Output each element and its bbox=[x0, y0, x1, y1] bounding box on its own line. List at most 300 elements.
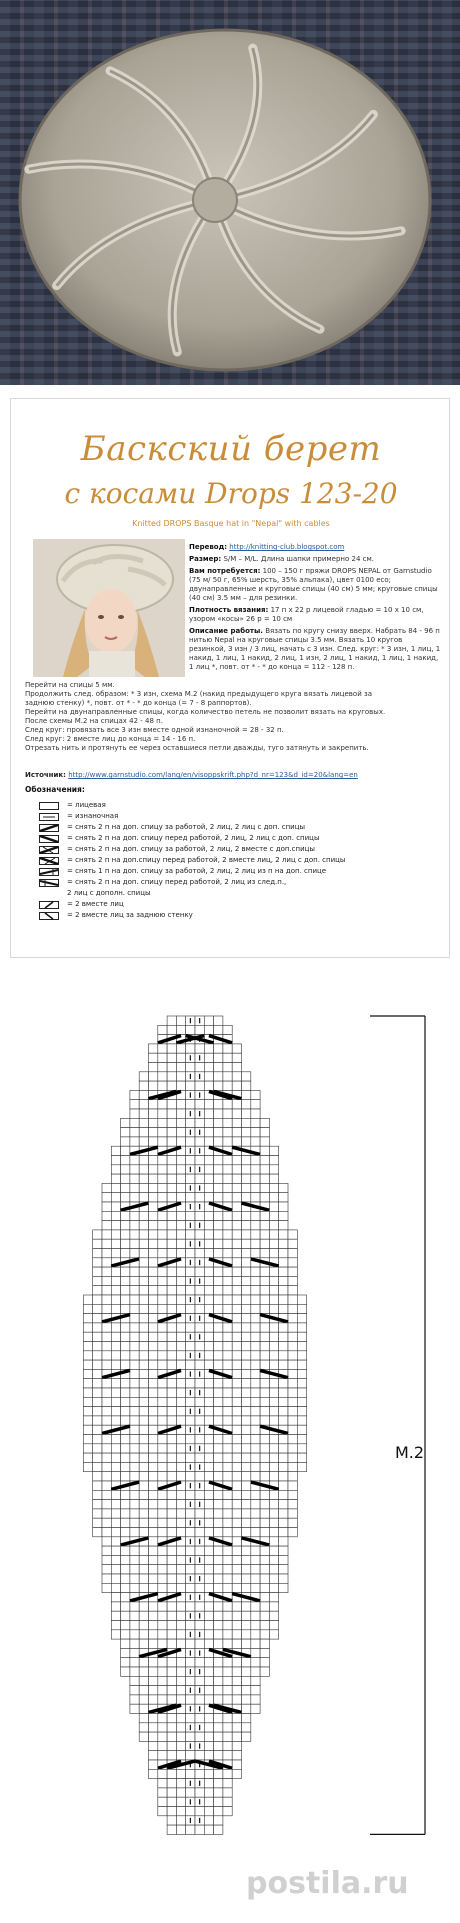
chart-cell bbox=[288, 1239, 297, 1248]
chart-cell bbox=[242, 1490, 251, 1499]
chart-cell bbox=[158, 1332, 167, 1341]
chart-cell bbox=[111, 1323, 120, 1332]
chart-cell bbox=[204, 1528, 213, 1537]
chart-cell bbox=[279, 1397, 288, 1406]
chart-cell bbox=[269, 1611, 278, 1620]
chart-cell bbox=[204, 1165, 213, 1174]
chart-cell bbox=[232, 1537, 241, 1546]
chart-cell bbox=[139, 1639, 148, 1648]
chart-cell bbox=[83, 1462, 92, 1471]
chart-cell bbox=[158, 1249, 167, 1258]
chart-cell bbox=[139, 1528, 148, 1537]
chart-cell bbox=[214, 1193, 223, 1202]
chart-cell bbox=[260, 1379, 269, 1388]
chart-cell bbox=[195, 1732, 204, 1741]
chart-cell bbox=[195, 1118, 204, 1127]
chart-cell bbox=[121, 1146, 130, 1155]
chart-cell bbox=[111, 1202, 120, 1211]
chart-cell bbox=[102, 1565, 111, 1574]
chart-cell bbox=[149, 1072, 158, 1081]
chart-cell bbox=[176, 1388, 185, 1397]
chart-cell bbox=[93, 1425, 102, 1434]
chart-cell bbox=[204, 1723, 213, 1732]
chart-cell bbox=[279, 1276, 288, 1285]
chart-cell bbox=[111, 1528, 120, 1537]
chart-cell bbox=[232, 1695, 241, 1704]
chart-cell bbox=[242, 1658, 251, 1667]
chart-cell bbox=[167, 1249, 176, 1258]
chart-cell bbox=[223, 1211, 232, 1220]
chart-cell bbox=[130, 1676, 139, 1685]
chart-cell bbox=[260, 1602, 269, 1611]
chart-cell bbox=[121, 1249, 130, 1258]
chart-cell bbox=[195, 1137, 204, 1146]
chart-cell bbox=[139, 1388, 148, 1397]
cable-one-back-icon bbox=[39, 868, 59, 876]
chart-cell bbox=[279, 1555, 288, 1564]
chart-cell bbox=[204, 1444, 213, 1453]
chart-cell bbox=[223, 1490, 232, 1499]
chart-cell bbox=[149, 1202, 158, 1211]
chart-cell bbox=[176, 1081, 185, 1090]
chart-cell bbox=[93, 1490, 102, 1499]
chart-cell bbox=[167, 1174, 176, 1183]
size-label: Размер: bbox=[189, 555, 222, 563]
chart-cell bbox=[149, 1537, 158, 1546]
legend-label: = лицевая bbox=[67, 801, 106, 809]
chart-cell bbox=[223, 1695, 232, 1704]
chart-cell bbox=[176, 1741, 185, 1750]
chart-cell bbox=[102, 1435, 111, 1444]
chart-cell bbox=[242, 1565, 251, 1574]
chart-cell bbox=[232, 1137, 241, 1146]
chart-cell bbox=[186, 1044, 195, 1053]
chart-cell bbox=[176, 1174, 185, 1183]
chart-cell bbox=[149, 1453, 158, 1462]
chart-cell bbox=[139, 1444, 148, 1453]
chart-cell bbox=[214, 1797, 223, 1806]
chart-cell bbox=[251, 1174, 260, 1183]
chart-cell bbox=[121, 1546, 130, 1555]
chart-cell bbox=[195, 1230, 204, 1239]
chart-cell bbox=[223, 1239, 232, 1248]
chart-cell bbox=[93, 1286, 102, 1295]
chart-cell bbox=[149, 1528, 158, 1537]
chart-cell bbox=[167, 1053, 176, 1062]
chart-cell bbox=[279, 1342, 288, 1351]
chart-cell bbox=[176, 1723, 185, 1732]
legend-label: = снять 2 п на доп. спицу за работой, 2 лиц, 2 вместе с доп.спицы bbox=[67, 845, 315, 853]
chart-cell bbox=[223, 1528, 232, 1537]
chart-cell bbox=[242, 1472, 251, 1481]
chart-cell bbox=[130, 1286, 139, 1295]
chart-cell bbox=[130, 1323, 139, 1332]
chart-cell bbox=[121, 1630, 130, 1639]
chart-cell bbox=[167, 1788, 176, 1797]
chart-cell bbox=[204, 1714, 213, 1723]
chart-cell bbox=[176, 1351, 185, 1360]
chart-cell bbox=[223, 1351, 232, 1360]
chart-cell bbox=[269, 1165, 278, 1174]
chart-cell bbox=[223, 1574, 232, 1583]
chart-cell bbox=[232, 1555, 241, 1564]
chart-cell bbox=[279, 1407, 288, 1416]
chart-cell bbox=[121, 1165, 130, 1174]
chart-cell bbox=[223, 1546, 232, 1555]
chart-cell bbox=[167, 1100, 176, 1109]
chart-cell bbox=[186, 1100, 195, 1109]
chart-cell bbox=[214, 1128, 223, 1137]
chart-cell bbox=[297, 1304, 306, 1313]
chart-cell bbox=[93, 1360, 102, 1369]
chart-cell bbox=[223, 1053, 232, 1062]
chart-cell bbox=[279, 1518, 288, 1527]
cable-inc-icon bbox=[39, 879, 59, 887]
chart-cell bbox=[242, 1732, 251, 1741]
chart-cell bbox=[232, 1118, 241, 1127]
chart-cell bbox=[176, 1788, 185, 1797]
translation-link[interactable]: http://knitting-club.blogspot.com bbox=[229, 543, 345, 551]
chart-cell bbox=[223, 1183, 232, 1192]
chart-cell bbox=[242, 1518, 251, 1527]
chart-cell bbox=[297, 1407, 306, 1416]
chart-cell bbox=[260, 1118, 269, 1127]
chart-cell bbox=[214, 1528, 223, 1537]
chart-cell bbox=[242, 1304, 251, 1313]
chart-cell bbox=[93, 1435, 102, 1444]
chart-cell bbox=[214, 1100, 223, 1109]
model-photo bbox=[33, 539, 185, 677]
chart-cell bbox=[260, 1342, 269, 1351]
chart-cell bbox=[111, 1546, 120, 1555]
chart-cell bbox=[223, 1109, 232, 1118]
chart-cell bbox=[214, 1472, 223, 1481]
chart-cell bbox=[195, 1472, 204, 1481]
chart-cell bbox=[214, 1714, 223, 1723]
chart-cell bbox=[149, 1416, 158, 1425]
chart-cell bbox=[111, 1621, 120, 1630]
chart-cell bbox=[158, 1165, 167, 1174]
chart-cell bbox=[130, 1704, 139, 1713]
chart-cell bbox=[139, 1407, 148, 1416]
chart-cell bbox=[130, 1137, 139, 1146]
chart-cell bbox=[223, 1286, 232, 1295]
chart-cell bbox=[176, 1063, 185, 1072]
chart-cell bbox=[158, 1583, 167, 1592]
chart-cell bbox=[167, 1732, 176, 1741]
chart-cell bbox=[232, 1639, 241, 1648]
legend bbox=[39, 801, 439, 922]
chart-cell bbox=[260, 1472, 269, 1481]
chart-cell bbox=[204, 1453, 213, 1462]
chart-cell bbox=[214, 1267, 223, 1276]
chart-cell bbox=[111, 1397, 120, 1406]
chart-cell bbox=[195, 1267, 204, 1276]
chart-cell bbox=[102, 1276, 111, 1285]
chart-cell bbox=[158, 1156, 167, 1165]
chart-cell bbox=[121, 1435, 130, 1444]
chart-cell bbox=[260, 1565, 269, 1574]
chart-cell bbox=[223, 1165, 232, 1174]
chart-cell bbox=[111, 1221, 120, 1230]
chart-cell bbox=[223, 1518, 232, 1527]
chart-cell bbox=[232, 1342, 241, 1351]
chart-cell bbox=[260, 1611, 269, 1620]
chart-cell bbox=[176, 1295, 185, 1304]
chart-cell bbox=[214, 1639, 223, 1648]
chart-cell bbox=[269, 1435, 278, 1444]
chart-cell bbox=[102, 1518, 111, 1527]
chart-cell bbox=[149, 1518, 158, 1527]
chart-cell bbox=[288, 1276, 297, 1285]
chart-cell bbox=[260, 1276, 269, 1285]
chart-cell bbox=[167, 1407, 176, 1416]
translation-label: Перевод: bbox=[189, 543, 228, 551]
chart-cell bbox=[279, 1528, 288, 1537]
chart-cell bbox=[167, 1063, 176, 1072]
chart-cell bbox=[111, 1490, 120, 1499]
chart-cell bbox=[176, 1751, 185, 1760]
chart-cell bbox=[195, 1621, 204, 1630]
chart-cell bbox=[111, 1379, 120, 1388]
chart-cell bbox=[158, 1741, 167, 1750]
chart-cell bbox=[214, 1686, 223, 1695]
chart-cell bbox=[130, 1118, 139, 1127]
chart-cell bbox=[93, 1379, 102, 1388]
chart-cell bbox=[186, 1081, 195, 1090]
chart-cell bbox=[232, 1044, 241, 1053]
chart-cell bbox=[195, 1211, 204, 1220]
chart-cell bbox=[102, 1379, 111, 1388]
source-label: Источник: bbox=[25, 771, 66, 779]
chart-cell bbox=[251, 1648, 260, 1657]
chart-cell bbox=[279, 1267, 288, 1276]
chart-cell bbox=[130, 1565, 139, 1574]
chart-cell bbox=[223, 1063, 232, 1072]
chart-cell bbox=[279, 1565, 288, 1574]
chart-cell bbox=[167, 1435, 176, 1444]
chart-cell bbox=[83, 1416, 92, 1425]
chart-cell bbox=[102, 1500, 111, 1509]
chart-cell bbox=[93, 1453, 102, 1462]
chart-cell bbox=[297, 1425, 306, 1434]
chart-cell bbox=[139, 1118, 148, 1127]
chart-cell bbox=[130, 1128, 139, 1137]
chart-cell bbox=[158, 1453, 167, 1462]
chart-cell bbox=[204, 1779, 213, 1788]
chart-cell bbox=[167, 1639, 176, 1648]
chart-cell bbox=[176, 1025, 185, 1034]
chart-cell bbox=[232, 1379, 241, 1388]
chart-cell bbox=[158, 1174, 167, 1183]
chart-cell bbox=[260, 1444, 269, 1453]
chart-cell bbox=[149, 1249, 158, 1258]
chart-cell bbox=[158, 1304, 167, 1313]
chart-cell bbox=[232, 1109, 241, 1118]
chart-cell bbox=[121, 1528, 130, 1537]
chart-cell bbox=[204, 1555, 213, 1564]
chart-cell bbox=[297, 1360, 306, 1369]
chart-cell bbox=[139, 1500, 148, 1509]
chart-cell bbox=[83, 1435, 92, 1444]
chart-cell bbox=[149, 1323, 158, 1332]
chart-cell bbox=[149, 1407, 158, 1416]
chart-cell bbox=[139, 1100, 148, 1109]
chart-cell bbox=[297, 1388, 306, 1397]
chart-cell bbox=[288, 1379, 297, 1388]
chart-cell bbox=[232, 1500, 241, 1509]
chart-cell bbox=[167, 1714, 176, 1723]
chart-cell bbox=[158, 1779, 167, 1788]
chart-cell bbox=[149, 1723, 158, 1732]
chart-cell bbox=[176, 1304, 185, 1313]
chart-cell bbox=[149, 1574, 158, 1583]
chart-cell bbox=[167, 1490, 176, 1499]
chart-cell bbox=[167, 1016, 176, 1025]
chart-cell bbox=[297, 1369, 306, 1378]
chart-cell bbox=[186, 1602, 195, 1611]
chart-cell bbox=[223, 1044, 232, 1053]
legend-item bbox=[39, 812, 439, 823]
chart-cell bbox=[195, 1063, 204, 1072]
chart-cell bbox=[242, 1090, 251, 1099]
chart-cell bbox=[251, 1574, 260, 1583]
chart-cell bbox=[121, 1128, 130, 1137]
chart-cell bbox=[176, 1509, 185, 1518]
chart-cell bbox=[149, 1481, 158, 1490]
chart-cell bbox=[251, 1183, 260, 1192]
chart-cell bbox=[242, 1425, 251, 1434]
chart-cell bbox=[158, 1295, 167, 1304]
chart-cell bbox=[269, 1472, 278, 1481]
chart-cell bbox=[195, 1509, 204, 1518]
chart-cell bbox=[214, 1230, 223, 1239]
chart-cell bbox=[242, 1546, 251, 1555]
chart-cell bbox=[139, 1546, 148, 1555]
chart-cell bbox=[214, 1174, 223, 1183]
chart-cell bbox=[251, 1397, 260, 1406]
chart-cell bbox=[149, 1258, 158, 1267]
chart-cell bbox=[167, 1453, 176, 1462]
chart-cell bbox=[158, 1063, 167, 1072]
chart-cell bbox=[167, 1295, 176, 1304]
chart-cell bbox=[242, 1193, 251, 1202]
chart-cell bbox=[139, 1258, 148, 1267]
chart-cell bbox=[149, 1555, 158, 1564]
chart-cell bbox=[204, 1072, 213, 1081]
chart-cell bbox=[176, 1769, 185, 1778]
chart-cell bbox=[242, 1314, 251, 1323]
chart-cell bbox=[214, 1249, 223, 1258]
chart-cell bbox=[158, 1490, 167, 1499]
chart-cell bbox=[204, 1546, 213, 1555]
chart-cell bbox=[251, 1667, 260, 1676]
chart-cell bbox=[167, 1221, 176, 1230]
chart-cell bbox=[139, 1165, 148, 1174]
chart-cell bbox=[111, 1146, 120, 1155]
chart-cell bbox=[251, 1100, 260, 1109]
chart-cell bbox=[149, 1221, 158, 1230]
chart-cell bbox=[260, 1267, 269, 1276]
chart-cell bbox=[204, 1639, 213, 1648]
chart-cell bbox=[288, 1462, 297, 1471]
chart-cell bbox=[223, 1435, 232, 1444]
chart-cell bbox=[186, 1397, 195, 1406]
source-link[interactable]: http://www.garnstudio.com/lang/en/visoppskrift.php?d_nr=123&d_id=20&lang=en bbox=[68, 771, 358, 779]
chart-cell bbox=[158, 1211, 167, 1220]
chart-cell bbox=[167, 1546, 176, 1555]
chart-cell bbox=[251, 1555, 260, 1564]
chart-cell bbox=[242, 1239, 251, 1248]
chart-cell bbox=[176, 1528, 185, 1537]
chart-cell bbox=[186, 1453, 195, 1462]
chart-cell bbox=[204, 1332, 213, 1341]
chart-cell bbox=[223, 1156, 232, 1165]
chart-cell bbox=[251, 1193, 260, 1202]
chart-cell bbox=[288, 1509, 297, 1518]
chart-cell bbox=[121, 1239, 130, 1248]
chart-cell bbox=[93, 1323, 102, 1332]
legend-item bbox=[39, 801, 439, 812]
legend-label: = снять 1 п на доп. спицу за работой, 2 лиц, 2 лиц из п на доп. спице bbox=[67, 867, 327, 875]
chart-cell bbox=[139, 1723, 148, 1732]
chart-cell bbox=[204, 1323, 213, 1332]
chart-cell bbox=[260, 1351, 269, 1360]
chart-cell bbox=[232, 1369, 241, 1378]
work-text: Вязать по кругу снизу вверх. Набрать 84 - 96 п нитью Nepal на круговые спицы 3.5 мм. Вязать 10 кругов резинкой, 3 изн / 3 лиц, начать с 3 изн. След. круг: * 3 изн, 1 лиц, 1 накид, 1 лиц, 1 накид, 2 лиц, 1 изн, 2 лиц, 1 накид, 1 лиц, 1 накид, 1 лиц *, повт. от * - * до конца = 112 - 128 п. bbox=[189, 627, 441, 671]
chart-cell bbox=[121, 1360, 130, 1369]
chart-cell bbox=[232, 1574, 241, 1583]
chart-cell bbox=[214, 1397, 223, 1406]
chart-cell bbox=[269, 1360, 278, 1369]
chart-cell bbox=[158, 1230, 167, 1239]
chart-cell bbox=[149, 1369, 158, 1378]
chart-cell bbox=[93, 1528, 102, 1537]
chart-cell bbox=[102, 1360, 111, 1369]
chart-cell bbox=[214, 1732, 223, 1741]
chart-cell bbox=[158, 1528, 167, 1537]
chart-cell bbox=[111, 1565, 120, 1574]
chart-cell bbox=[223, 1509, 232, 1518]
chart-cell bbox=[130, 1397, 139, 1406]
chart-cell bbox=[214, 1462, 223, 1471]
chart-cell bbox=[176, 1500, 185, 1509]
chart-cell bbox=[149, 1425, 158, 1434]
chart-cell bbox=[297, 1462, 306, 1471]
chart-cell bbox=[260, 1174, 269, 1183]
chart-cell bbox=[223, 1221, 232, 1230]
chart-cell bbox=[111, 1286, 120, 1295]
chart-cell bbox=[176, 1518, 185, 1527]
chart-cell bbox=[232, 1053, 241, 1062]
chart-cell bbox=[186, 1025, 195, 1034]
chart-cell bbox=[288, 1230, 297, 1239]
chart-cell bbox=[214, 1016, 223, 1025]
chart-cell bbox=[111, 1276, 120, 1285]
knit-symbol-icon bbox=[39, 802, 59, 810]
chart-cell bbox=[223, 1407, 232, 1416]
chart-cell bbox=[121, 1555, 130, 1564]
chart-cell bbox=[149, 1490, 158, 1499]
chart-cell bbox=[279, 1193, 288, 1202]
chart-cell bbox=[186, 1137, 195, 1146]
chart-cell bbox=[93, 1472, 102, 1481]
chart-cell bbox=[195, 1602, 204, 1611]
chart-cell bbox=[111, 1230, 120, 1239]
chart-cell bbox=[139, 1509, 148, 1518]
chart-cell bbox=[186, 1118, 195, 1127]
chart-cell bbox=[111, 1444, 120, 1453]
